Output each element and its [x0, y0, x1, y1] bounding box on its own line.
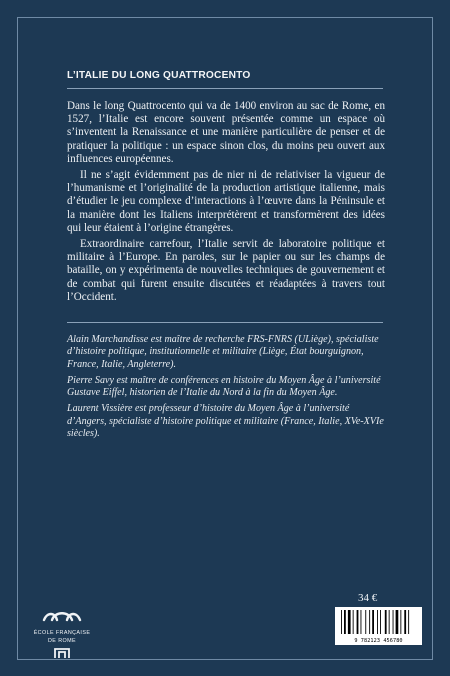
author-bio: Laurent Vissière est professeur d’histoire du Moyen Âge à l’université d’Angers, spécialiste d’histoire politique et militaire (France, Italie, XVe-XVIe siècles). — [67, 403, 384, 440]
isbn-number: 9 782123 456780 — [354, 638, 403, 644]
author-bio: Pierre Savy est maître de conférences en histoire du Moyen Âge à l’université Gustave Eiffel, historien de l’Italie du Nord à la fin du Moyen Âge. — [67, 374, 381, 399]
barcode — [335, 607, 422, 645]
blurb-paragraph: Dans le long Quattrocento qui va de 1400 environ au sac de Rome, en 1527, l’Italie est encore souvent présentée comme un espace où s’inventent la Renaissance et une manière particulière de penser et de pratiquer la politique : un espace sinon clos, du moins peu ouvert aux influences européennes. — [67, 100, 385, 165]
author-bios — [67, 334, 385, 444]
title-divider — [67, 88, 383, 89]
author-bio: Alain Marchandisse est maître de recherche FRS-FNRS (ULiège), spécialiste d’histoire politique, institutionnelle et militaire (Liège, État bourguignon, France, Italie, Angleterre). — [67, 334, 379, 370]
barcode-icon — [335, 607, 422, 637]
publisher-name: ÉCOLE FRANÇAISE — [33, 630, 91, 636]
authors-divider — [67, 322, 383, 323]
publisher-arch-icon — [53, 645, 71, 658]
blurb — [67, 100, 385, 307]
blurb-paragraph: Il ne s’agit évidemment pas de nier ni de relativiser la vigueur de l’humanisme et l’originalité de la production artistique italienne, mais d’étudier le jeu complexe d’interactions à l’œuvre dans la Péninsule et la manière dont les Italiens interprétèrent et transformèrent des idées qui leur étaient à l’origine étrangères. — [67, 169, 385, 234]
blurb-paragraph: Extraordinaire carrefour, l’Italie servit de laboratoire politique et militaire à l’Europe. En paroles, sur le papier ou sur les champs de bataille, on y expérimenta de nouvelles techniques de gouvernement et de combat qui furent ensuite discutées et réadaptées à travers tout l’Occident. — [67, 238, 385, 303]
price: 34 € — [358, 592, 378, 604]
book-title: L’ITALIE DU LONG QUATTROCENTO — [67, 70, 251, 81]
publisher-name-2: DE ROME — [48, 638, 76, 644]
